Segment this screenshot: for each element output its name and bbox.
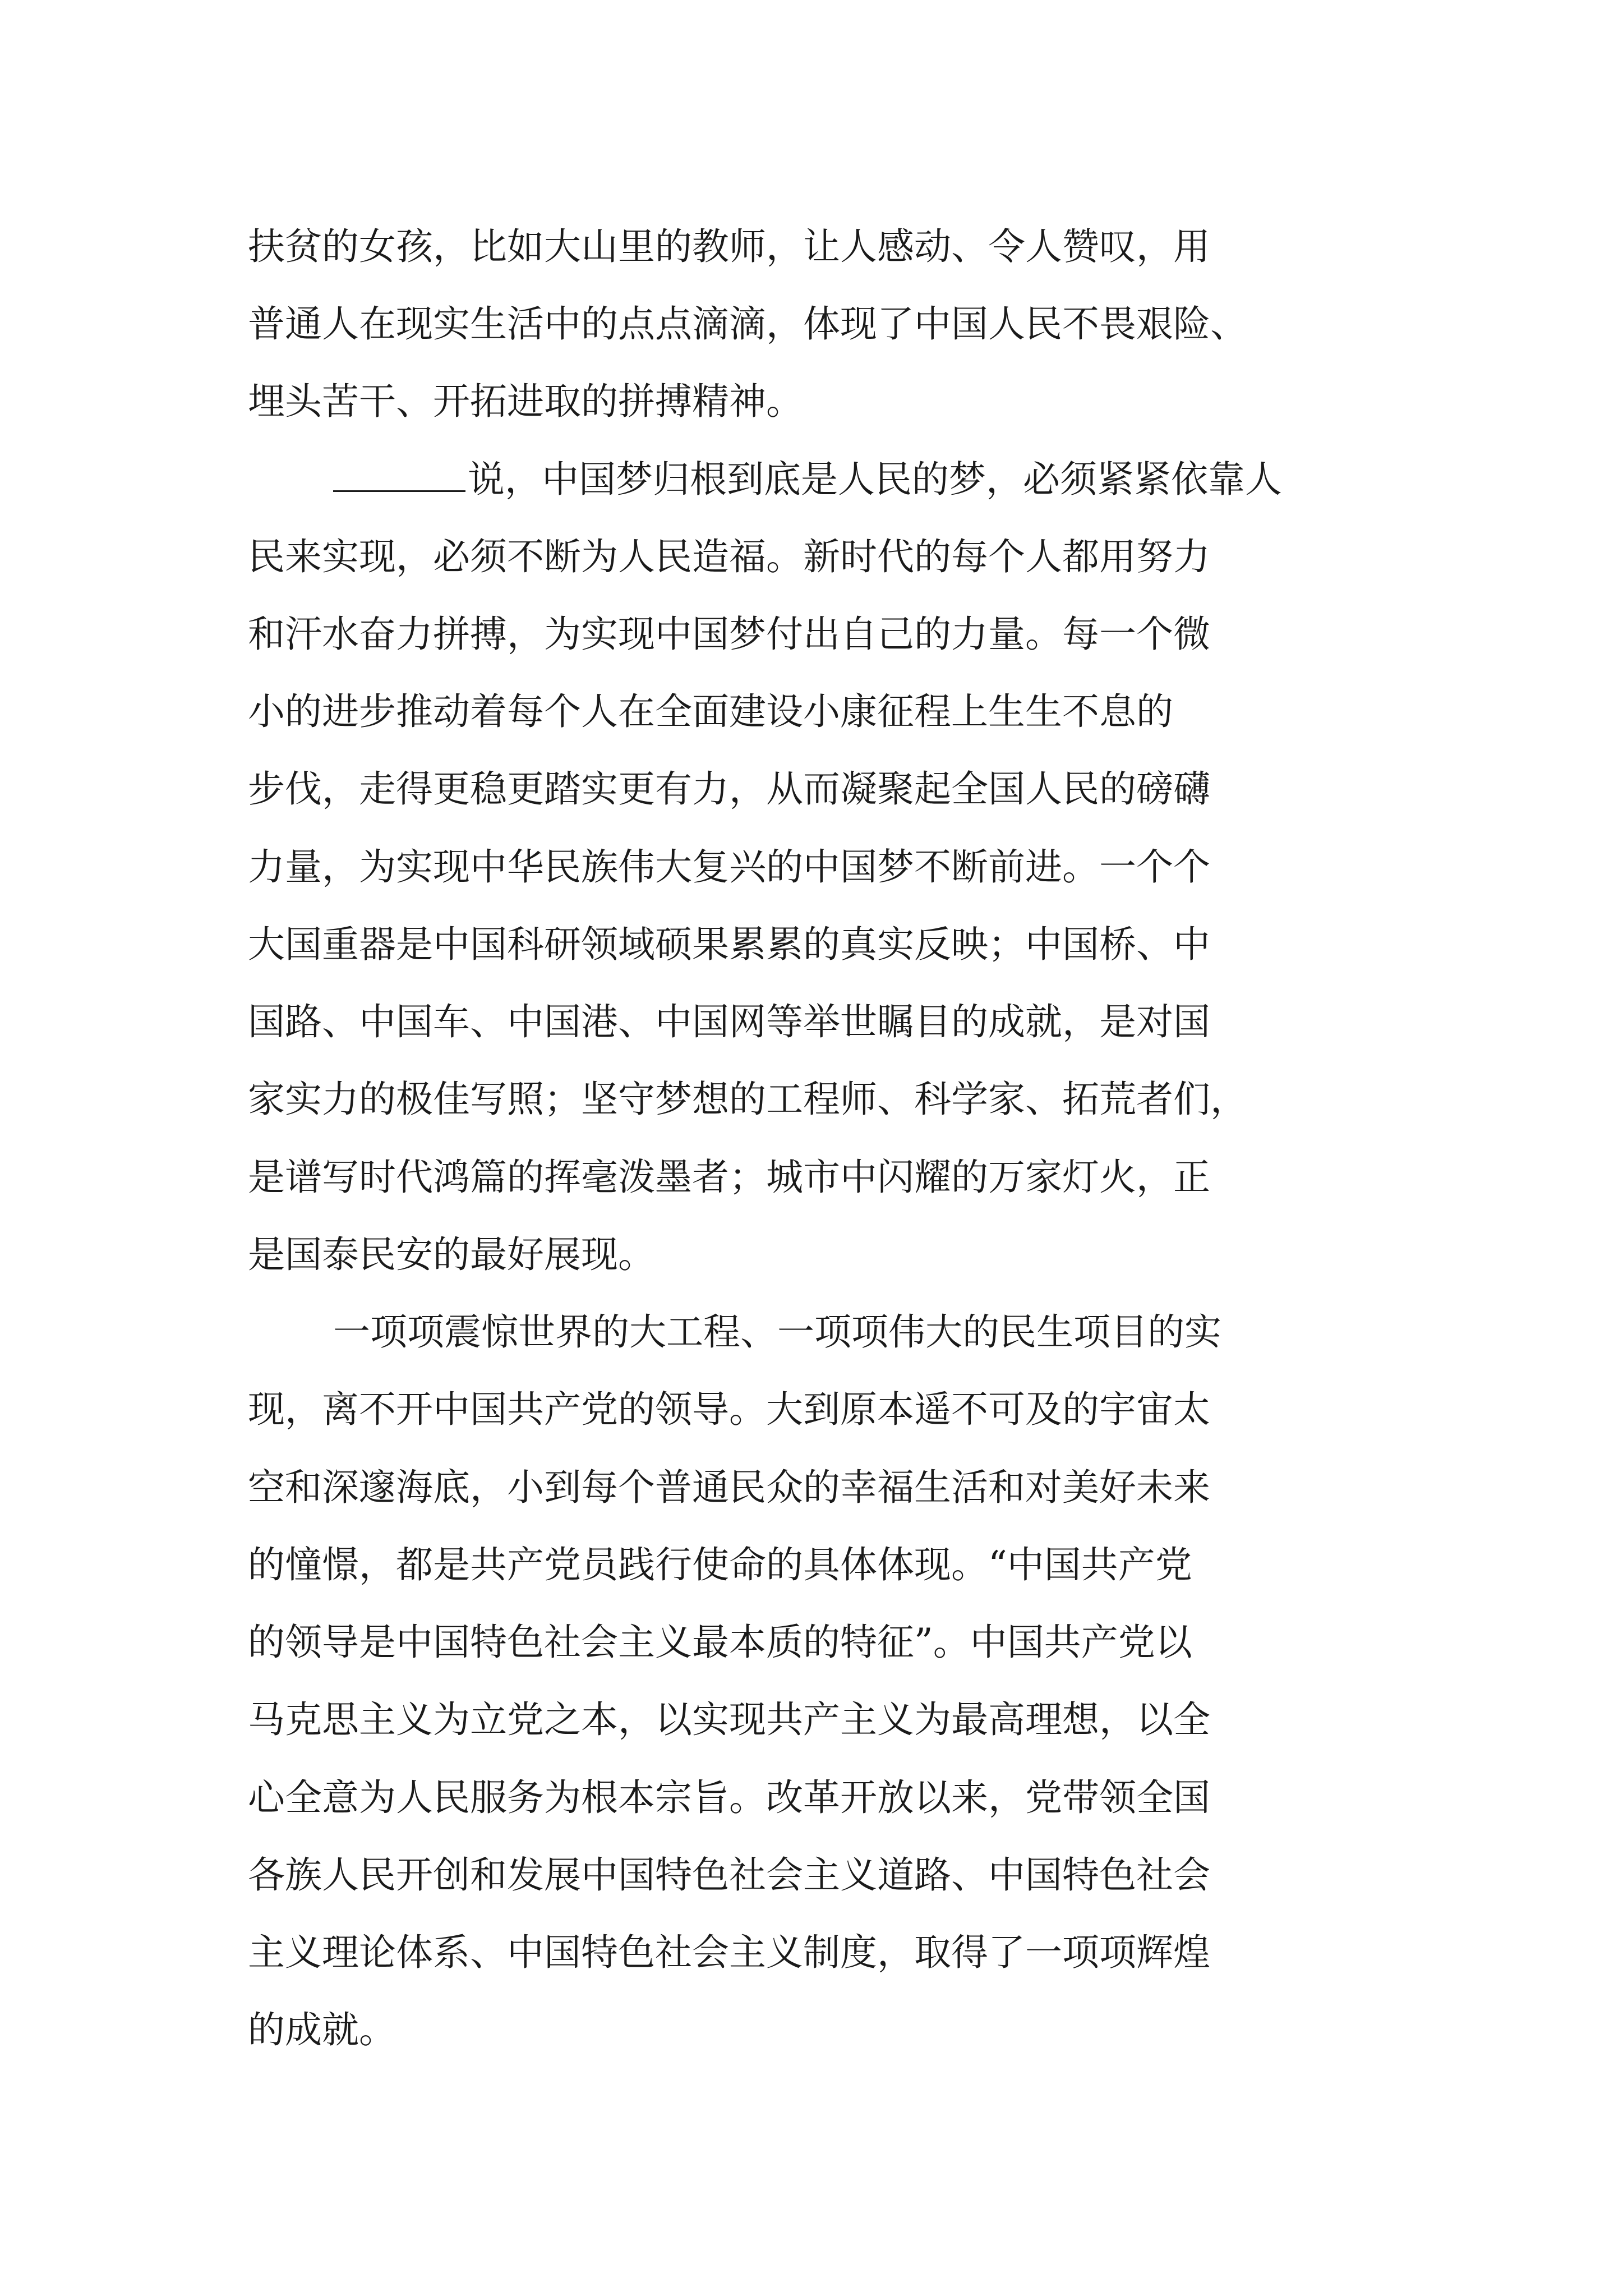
text-line: 各族人民开创和发展中国特色社会主义道路、中国特色社会: [248, 1853, 1210, 1897]
text-line: 主义理论体系、中国特色社会主义制度，取得了一项项辉煌: [248, 1931, 1210, 1974]
text-line: 现，离不开中国共产党的领导。大到原本遥不可及的宇宙太: [248, 1388, 1210, 1431]
text-line: 国路、中国车、中国港、中国网等举世瞩目的成就，是对国: [248, 1000, 1210, 1043]
text-line: 扶贫的女孩，比如大山里的教师，让人感动、令人赞叹，用: [248, 225, 1210, 268]
text-line: 步伐，走得更稳更踏实更有力，从而凝聚起全国人民的磅礴: [248, 767, 1210, 811]
paragraph-start-line: [333, 454, 1282, 505]
paragraph-start-line: 一项项震惊世界的大工程、一项项伟大的民生项目的实: [333, 1310, 1221, 1354]
text-line: 的成就。: [248, 2008, 396, 2051]
text-line: 力量，为实现中华民族伟大复兴的中国梦不断前进。一个个: [248, 845, 1210, 889]
text-line: 马克思主义为立党之本，以实现共产主义为最高理想，以全: [248, 1698, 1210, 1741]
text-line: 心全意为人民服务为根本宗旨。改革开放以来，党带领全国: [248, 1776, 1210, 1819]
text-line: 的领导是中国特色社会主义最本质的特征”。中国共产党以: [248, 1621, 1192, 1664]
text-line: 埋头苦干、开拓进取的拼搏精神。: [248, 380, 803, 423]
text-line: 是谱写时代鸿篇的挥毫泼墨者；城市中闪耀的万家灯火，正: [248, 1156, 1210, 1199]
text-line: 家实力的极佳写照；坚守梦想的工程师、科学家、拓荒者们，: [248, 1078, 1247, 1121]
text-line: 大国重器是中国科研领域硕果累累的真实反映；中国桥、中: [248, 923, 1210, 966]
text-line: 小的进步推动着每个人在全面建设小康征程上生生不息的: [248, 690, 1173, 733]
text-line: 说，中国梦归根到底是人民的梦，必须紧紧依靠人: [468, 458, 1282, 501]
text-line: 和汗水奋力拼搏，为实现中国梦付出自己的力量。每一个微: [248, 613, 1210, 656]
text-line: 普通人在现实生活中的点点滴滴，体现了中国人民不畏艰险、: [248, 302, 1247, 346]
text-line: 空和深邃海底，小到每个普通民众的幸福生活和对美好未来: [248, 1466, 1210, 1509]
text-line: 是国泰民安的最好展现。: [248, 1233, 655, 1276]
text-line: 民来实现，必须不断为人民造福。新时代的每个人都用努力: [248, 535, 1210, 578]
text-line: 的憧憬，都是共产党员践行使命的具体体现。“中国共产党: [248, 1543, 1192, 1586]
fill-in-blank: [333, 458, 465, 492]
